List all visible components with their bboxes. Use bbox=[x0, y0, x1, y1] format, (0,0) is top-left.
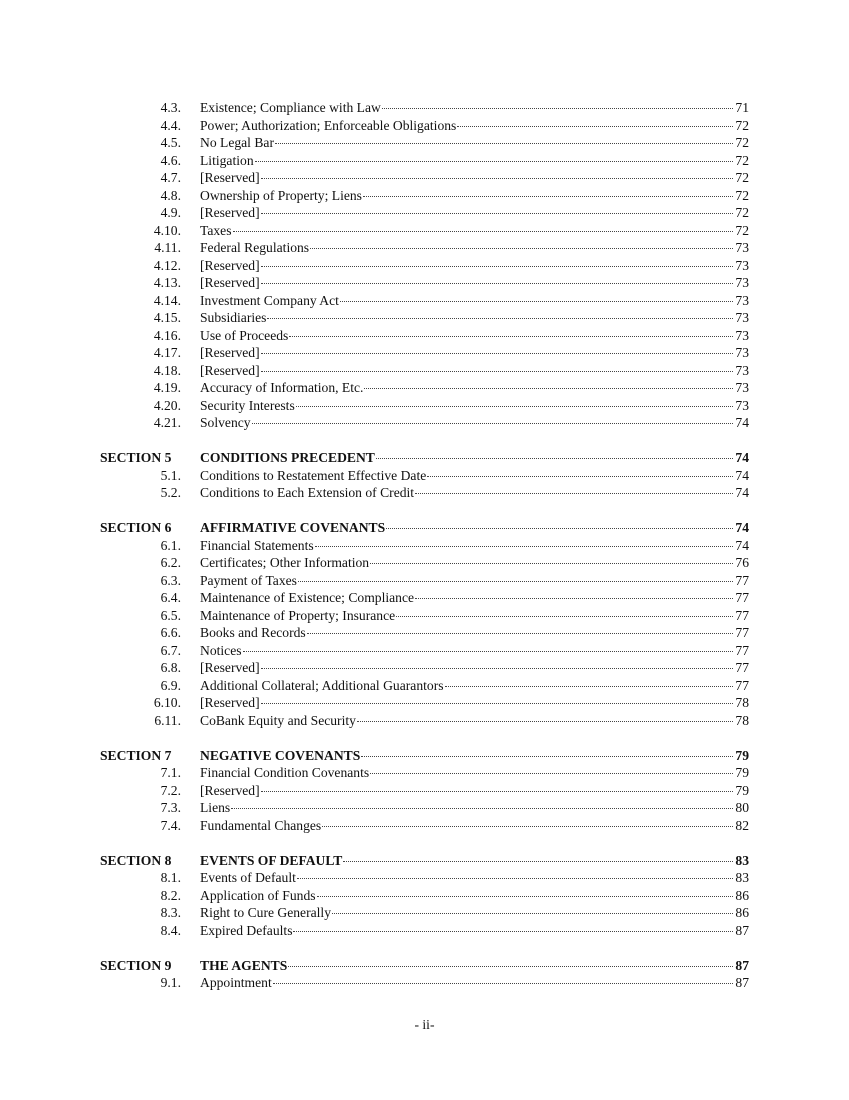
entry-number: 4.12. bbox=[153, 257, 181, 273]
entry-number: 6.7. bbox=[160, 642, 181, 658]
entry-page: 79 bbox=[735, 782, 749, 798]
entry-title: Appointment bbox=[200, 975, 272, 990]
entry-number: 4.16. bbox=[153, 327, 181, 343]
dot-leader bbox=[289, 336, 733, 337]
toc-entry[interactable] bbox=[0, 607, 849, 625]
dot-leader bbox=[273, 983, 733, 984]
section-heading[interactable] bbox=[0, 957, 849, 975]
entry-page: 72 bbox=[735, 152, 749, 168]
entry-title: [Reserved] bbox=[200, 362, 260, 378]
entry-page: 73 bbox=[735, 327, 749, 343]
toc-entry[interactable] bbox=[0, 117, 849, 135]
entry-title: Litigation bbox=[200, 152, 254, 168]
entry-page: 77 bbox=[735, 625, 749, 640]
entry-title: Solvency bbox=[200, 415, 251, 430]
entry-title: [Reserved] bbox=[200, 205, 260, 220]
toc-entry[interactable] bbox=[0, 414, 849, 432]
toc-entry[interactable] bbox=[0, 344, 849, 362]
entry-title: Maintenance of Existence; Compliance bbox=[200, 590, 415, 605]
entry-page: 72 bbox=[735, 170, 749, 185]
entry-title: Use of Proceeds bbox=[200, 327, 289, 343]
dot-leader bbox=[261, 353, 733, 354]
section-label: SECTION 7 bbox=[100, 747, 172, 763]
entry-title: Federal Regulations bbox=[200, 240, 310, 255]
dot-leader bbox=[415, 493, 733, 494]
toc-entry[interactable] bbox=[0, 222, 849, 240]
dot-leader bbox=[415, 598, 733, 599]
entry-page: 72 bbox=[735, 222, 749, 238]
entry-title: Additional Collateral; Additional Guarantors bbox=[200, 677, 444, 693]
dot-leader bbox=[343, 861, 733, 862]
entry-number: 4.3. bbox=[160, 100, 181, 115]
entry-title: Conditions to Restatement Effective Date bbox=[200, 467, 427, 483]
toc-entry[interactable] bbox=[0, 712, 849, 730]
dot-leader bbox=[386, 528, 733, 529]
entry-number: 7.3. bbox=[160, 800, 181, 815]
entry-page: 74 bbox=[735, 467, 749, 483]
toc-entry[interactable] bbox=[0, 327, 849, 345]
toc-entry[interactable] bbox=[0, 817, 849, 835]
entry-page: 77 bbox=[735, 642, 749, 658]
entry-page: 74 bbox=[735, 485, 749, 500]
section-title: THE AGENTS bbox=[200, 957, 288, 973]
entry-title: Fundamental Changes bbox=[200, 817, 322, 833]
section-page: 74 bbox=[735, 520, 749, 535]
toc-entry[interactable] bbox=[0, 309, 849, 327]
entry-title: Events of Default bbox=[200, 870, 296, 885]
entry-number: 4.14. bbox=[153, 292, 181, 308]
section-heading[interactable] bbox=[0, 519, 849, 537]
entry-page: 86 bbox=[735, 887, 749, 903]
entry-number: 5.1. bbox=[160, 467, 181, 483]
entry-page: 73 bbox=[735, 240, 749, 255]
section-heading[interactable] bbox=[0, 852, 849, 870]
toc-entry[interactable] bbox=[0, 134, 849, 152]
dot-leader bbox=[427, 476, 733, 477]
section-label: SECTION 9 bbox=[100, 957, 172, 973]
dot-leader bbox=[396, 616, 733, 617]
dot-leader bbox=[261, 213, 733, 214]
entry-title: Books and Records bbox=[200, 625, 306, 640]
toc-entry[interactable] bbox=[0, 362, 849, 380]
entry-title: Subsidiaries bbox=[200, 310, 267, 325]
entry-number: 6.5. bbox=[160, 607, 181, 623]
entry-page: 72 bbox=[735, 117, 749, 133]
entry-number: 4.19. bbox=[153, 380, 181, 395]
dot-leader bbox=[361, 756, 733, 757]
toc-entry[interactable] bbox=[0, 537, 849, 555]
entry-number: 6.2. bbox=[160, 555, 181, 570]
dot-leader bbox=[261, 283, 733, 284]
dot-leader bbox=[261, 791, 733, 792]
toc-entry[interactable] bbox=[0, 887, 849, 905]
dot-leader bbox=[307, 633, 733, 634]
entry-page: 73 bbox=[735, 397, 749, 413]
entry-page: 72 bbox=[735, 135, 749, 150]
section-heading[interactable] bbox=[0, 747, 849, 765]
section-title: NEGATIVE COVENANTS bbox=[200, 747, 361, 763]
toc-entry[interactable] bbox=[0, 677, 849, 695]
toc-entry[interactable] bbox=[0, 169, 849, 187]
entry-number: 4.17. bbox=[153, 345, 181, 360]
entry-number: 6.3. bbox=[160, 572, 181, 588]
dot-leader bbox=[370, 773, 733, 774]
toc-entry[interactable] bbox=[0, 922, 849, 940]
dot-leader bbox=[370, 563, 733, 564]
toc-entry[interactable] bbox=[0, 799, 849, 817]
toc-entry[interactable] bbox=[0, 204, 849, 222]
dot-leader bbox=[261, 371, 733, 372]
dot-leader bbox=[445, 686, 733, 687]
entry-page: 73 bbox=[735, 292, 749, 308]
dot-leader bbox=[298, 581, 733, 582]
toc-entry[interactable] bbox=[0, 782, 849, 800]
entry-number: 7.4. bbox=[160, 817, 181, 833]
entry-number: 8.1. bbox=[160, 870, 181, 885]
entry-page: 82 bbox=[735, 817, 749, 833]
entry-title: Liens bbox=[200, 800, 231, 815]
entry-title: [Reserved] bbox=[200, 660, 260, 675]
entry-page: 72 bbox=[735, 205, 749, 220]
entry-page: 79 bbox=[735, 765, 749, 780]
entry-page: 72 bbox=[735, 187, 749, 203]
entry-page: 74 bbox=[735, 537, 749, 553]
entry-number: 7.1. bbox=[160, 765, 181, 780]
entry-number: 4.4. bbox=[160, 117, 181, 133]
toc-entry[interactable] bbox=[0, 292, 849, 310]
entry-title: Ownership of Property; Liens bbox=[200, 187, 362, 203]
toc-entry[interactable] bbox=[0, 659, 849, 677]
entry-page: 83 bbox=[735, 870, 749, 885]
entry-number: 4.5. bbox=[160, 135, 181, 150]
entry-page: 73 bbox=[735, 257, 749, 273]
entry-title: [Reserved] bbox=[200, 345, 260, 360]
entry-page: 73 bbox=[735, 345, 749, 360]
entry-number: 4.7. bbox=[160, 170, 181, 185]
section-page: 74 bbox=[735, 450, 749, 465]
dot-leader bbox=[293, 931, 733, 932]
entry-title: [Reserved] bbox=[200, 170, 260, 185]
entry-number: 8.4. bbox=[160, 922, 181, 938]
entry-number: 6.4. bbox=[160, 590, 181, 605]
entry-number: 4.11. bbox=[154, 240, 181, 255]
entry-number: 9.1. bbox=[160, 975, 181, 990]
dot-leader bbox=[288, 966, 733, 967]
entry-title: Application of Funds bbox=[200, 887, 316, 903]
entry-title: Payment of Taxes bbox=[200, 572, 297, 588]
entry-title: Taxes bbox=[200, 222, 232, 238]
section-label: SECTION 5 bbox=[100, 450, 172, 465]
page-number-footer: - ii- bbox=[414, 1017, 435, 1032]
dot-leader bbox=[231, 808, 733, 809]
section-page: 83 bbox=[735, 852, 749, 868]
toc-entry[interactable] bbox=[0, 257, 849, 275]
entry-page: 73 bbox=[735, 275, 749, 290]
toc-entry[interactable] bbox=[0, 624, 849, 642]
entry-title: Power; Authorization; Enforceable Obligations bbox=[200, 117, 457, 133]
entry-number: 6.11. bbox=[154, 712, 181, 728]
entry-page: 77 bbox=[735, 677, 749, 693]
entry-title: Certificates; Other Information bbox=[200, 555, 370, 570]
entry-number: 4.9. bbox=[160, 205, 181, 220]
entry-page: 74 bbox=[735, 415, 749, 430]
dot-leader bbox=[364, 388, 733, 389]
entry-page: 87 bbox=[735, 922, 749, 938]
toc-entry[interactable] bbox=[0, 554, 849, 572]
dot-leader bbox=[315, 546, 733, 547]
entry-title: Conditions to Each Extension of Credit bbox=[200, 485, 415, 500]
entry-title: Investment Company Act bbox=[200, 292, 339, 308]
entry-number: 6.10. bbox=[153, 695, 181, 710]
entry-title: CoBank Equity and Security bbox=[200, 712, 356, 728]
dot-leader bbox=[233, 231, 733, 232]
entry-number: 8.2. bbox=[160, 887, 181, 903]
toc-entry[interactable] bbox=[0, 99, 849, 117]
toc-entry[interactable] bbox=[0, 484, 849, 502]
dot-leader bbox=[243, 651, 733, 652]
entry-page: 73 bbox=[735, 380, 749, 395]
dot-leader bbox=[261, 266, 733, 267]
dot-leader bbox=[457, 126, 733, 127]
dot-leader bbox=[261, 703, 733, 704]
entry-page: 78 bbox=[735, 695, 749, 710]
dot-leader bbox=[322, 826, 733, 827]
toc-entry[interactable] bbox=[0, 467, 849, 485]
section-heading[interactable] bbox=[0, 449, 849, 467]
entry-page: 78 bbox=[735, 712, 749, 728]
entry-title: Accuracy of Information, Etc. bbox=[200, 380, 364, 395]
toc-entry[interactable] bbox=[0, 379, 849, 397]
entry-number: 4.13. bbox=[153, 275, 181, 290]
entry-page: 73 bbox=[735, 310, 749, 325]
section-title: AFFIRMATIVE COVENANTS bbox=[200, 520, 386, 535]
toc-entry[interactable] bbox=[0, 187, 849, 205]
entry-number: 6.9. bbox=[160, 677, 181, 693]
section-title: CONDITIONS PRECEDENT bbox=[200, 450, 375, 465]
entry-number: 6.1. bbox=[160, 537, 181, 553]
section-page: 87 bbox=[735, 957, 749, 973]
toc-entry[interactable] bbox=[0, 764, 849, 782]
entry-title: Right to Cure Generally bbox=[200, 905, 331, 920]
toc-entry[interactable] bbox=[0, 589, 849, 607]
entry-title: Security Interests bbox=[200, 397, 295, 413]
entry-page: 77 bbox=[735, 660, 749, 675]
toc-entry[interactable] bbox=[0, 397, 849, 415]
section4-continued bbox=[0, 99, 849, 432]
entry-title: Financial Statements bbox=[200, 537, 314, 553]
entry-page: 77 bbox=[735, 572, 749, 588]
entry-title: [Reserved] bbox=[200, 782, 260, 798]
dot-leader bbox=[252, 423, 733, 424]
entry-number: 4.6. bbox=[160, 152, 181, 168]
entry-number: 4.15. bbox=[153, 310, 181, 325]
entry-title: Maintenance of Property; Insurance bbox=[200, 607, 396, 623]
dot-leader bbox=[363, 196, 733, 197]
entry-number: 4.20. bbox=[153, 397, 181, 413]
entry-title: [Reserved] bbox=[200, 275, 260, 290]
entry-number: 4.8. bbox=[160, 187, 181, 203]
entry-title: Expired Defaults bbox=[200, 922, 293, 938]
dot-leader bbox=[332, 913, 733, 914]
entry-page: 77 bbox=[735, 607, 749, 623]
toc-entry[interactable] bbox=[0, 869, 849, 887]
dot-leader bbox=[382, 108, 733, 109]
dot-leader bbox=[310, 248, 733, 249]
entry-page: 86 bbox=[735, 905, 749, 920]
entry-title: [Reserved] bbox=[200, 695, 260, 710]
dot-leader bbox=[267, 318, 733, 319]
entry-number: 4.18. bbox=[153, 362, 181, 378]
toc-entry[interactable] bbox=[0, 572, 849, 590]
entry-title: [Reserved] bbox=[200, 257, 260, 273]
entry-page: 80 bbox=[735, 800, 749, 815]
section-page: 79 bbox=[735, 747, 749, 763]
section-label: SECTION 6 bbox=[100, 520, 172, 535]
toc-entry[interactable] bbox=[0, 239, 849, 257]
entry-page: 73 bbox=[735, 362, 749, 378]
entry-page: 77 bbox=[735, 590, 749, 605]
table-of-contents bbox=[0, 99, 849, 992]
toc-entry[interactable] bbox=[0, 152, 849, 170]
dot-leader bbox=[357, 721, 733, 722]
dot-leader bbox=[317, 896, 733, 897]
toc-entry[interactable] bbox=[0, 274, 849, 292]
entry-number: 6.8. bbox=[160, 660, 181, 675]
toc-entry[interactable] bbox=[0, 642, 849, 660]
entry-number: 8.3. bbox=[160, 905, 181, 920]
dot-leader bbox=[297, 878, 733, 879]
section-title: EVENTS OF DEFAULT bbox=[200, 852, 343, 868]
toc-entry[interactable] bbox=[0, 694, 849, 712]
entry-title: Notices bbox=[200, 642, 242, 658]
dot-leader bbox=[261, 668, 733, 669]
entry-page: 87 bbox=[735, 975, 749, 990]
toc-entry[interactable] bbox=[0, 974, 849, 992]
entry-title: Financial Condition Covenants bbox=[200, 765, 370, 780]
dot-leader bbox=[296, 406, 733, 407]
dot-leader bbox=[376, 458, 733, 459]
section-label: SECTION 8 bbox=[100, 852, 172, 868]
entry-number: 4.21. bbox=[153, 415, 181, 430]
entry-title: Existence; Compliance with Law bbox=[200, 100, 381, 115]
toc-entry[interactable] bbox=[0, 904, 849, 922]
dot-leader bbox=[275, 143, 733, 144]
entry-page: 76 bbox=[735, 555, 749, 570]
entry-number: 4.10. bbox=[153, 222, 181, 238]
dot-leader bbox=[340, 301, 733, 302]
entry-number: 7.2. bbox=[160, 782, 181, 798]
entry-number: 5.2. bbox=[160, 485, 181, 500]
entry-page: 71 bbox=[735, 100, 749, 115]
dot-leader bbox=[261, 178, 733, 179]
dot-leader bbox=[255, 161, 733, 162]
entry-number: 6.6. bbox=[160, 625, 181, 640]
entry-title: No Legal Bar bbox=[200, 135, 274, 150]
